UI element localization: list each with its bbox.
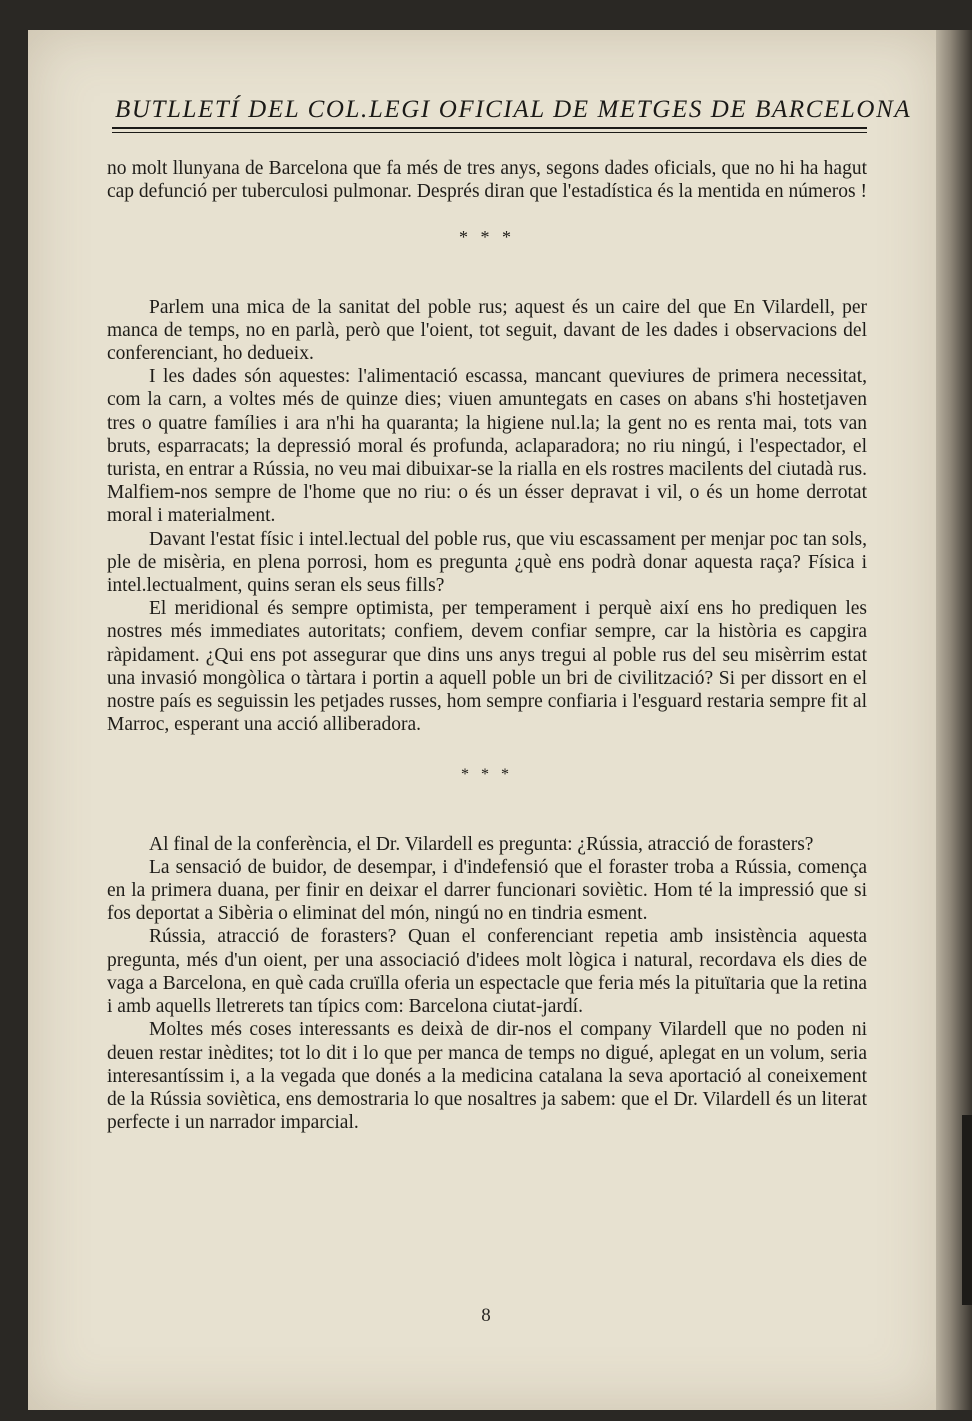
section-separator: * * *	[461, 766, 513, 784]
paragraph: Rússia, atracció de forasters? Quan el conferenciant repetia amb insistència aquesta pregunta, més d'un oient, per una associació d'idees molt lògica i natural, recordava els dies de vaga a Barcelona, en què cada cruïlla oferia un espectacle que feria més la pituïtaria que la retina i amb aquells lletrerets tan típics com: Barcelona ciutat-jardí.	[107, 926, 867, 1018]
article-body	[107, 157, 867, 1134]
paragraph: no molt llunyana de Barcelona que fa més de tres anys, segons dades oficials, que no hi ha hagut cap defunció per tuberculosi pulmonar. Després diran que l'estadística és la mentida en números !	[107, 158, 867, 203]
paragraph: Davant l'estat físic i intel.lectual del poble rus, que viu escassament per menjar poc tan sols, ple de misèria, en plena porrosi, hom es pregunta ¿què ens podrà donar aquesta raça? Física i intel.lectualment, quins seran els seus fills?	[107, 528, 867, 597]
page-number: 8	[481, 1305, 491, 1326]
paragraph: Moltes més coses interessants es deixà de dir-nos el company Vilardell que no poden ni deuen restar inèdites; tot lo dit i lo que per manca de temps no digué, aplegat en un volum, seria interesantíssim i, a la vegada que donés a la medicina catalana la seva aportació al coneixement de la Rússia soviètica, ens demostraria lo que nosaltres ja sabem: que el Dr. Vilardell és un literat perfecte i un narrador imparcial.	[107, 1019, 867, 1134]
paragraph: Al final de la conferència, el Dr. Vilardell es pregunta: ¿Rússia, atracció de forasters?	[149, 833, 814, 855]
paragraph: El meridional és sempre optimista, per temperament i perquè així ens ho prediquen les nostres més immediates autoritats; confiem, devem confiar sempre, car la història es capgira ràpidament. ¿Qui ens pot assegurar que dins uns anys tregui al poble rus del seu misèrrim estat una invasió mongòlica o tàrtara i portin a aquell poble un bri de civilització? Si per dissort en el nostre país es seguissin les petjades russes, hom sempre confiaria i l'esguard restaria sempre fit al Marroc, esperant una acció alliberadora.	[107, 598, 867, 736]
paragraph: I les dades són aquestes: l'alimentació escassa, mancant queviures de primera necessitat, com la carn, a voltes més de quinze dies; viuen amuntegats en cases on abans s'hi hostetjaven tres o quatre famílies i ara n'hi ha quaranta; la higiene nul.la; la gent no es renta mai, tots van bruts, esparracats; la depressió moral és profunda, aclaparadora; no riu ningú, i l'espectador, el turista, en entrar a Rússia, no veu mai dibuixar-se la rialla en els rostres macilents del ciutadà rus. Malfiem-nos sempre de l'home que no riu: o és un ésser depravat i vil, o és un home derrotat moral i materialment.	[107, 366, 867, 527]
header-rule-thin	[112, 132, 867, 133]
paragraph: Parlem una mica de la sanitat del poble rus; aquest és un caire del que En Vilardell, per manca de temps, no en parlà, però que l'oient, tot seguit, davant de les dades i observacions del conferenciant, ho dedueix.	[107, 296, 867, 365]
page-clip	[962, 1115, 972, 1305]
header-rule-thick	[112, 127, 867, 129]
section-separator: * * *	[459, 227, 515, 248]
paragraph: La sensació de buidor, de desempar, i d'indefensió que el foraster troba a Rússia, comença en la primera duana, per finir en deixar el darrer funcionari soviètic. Hom té la impressió que si fos deportat a Sibèria o eliminat del món, ningú no en tindria esment.	[107, 856, 867, 925]
running-header: BUTLLETÍ DEL COL.LEGI OFICIAL DE METGES DE BARCELONA	[115, 96, 912, 123]
